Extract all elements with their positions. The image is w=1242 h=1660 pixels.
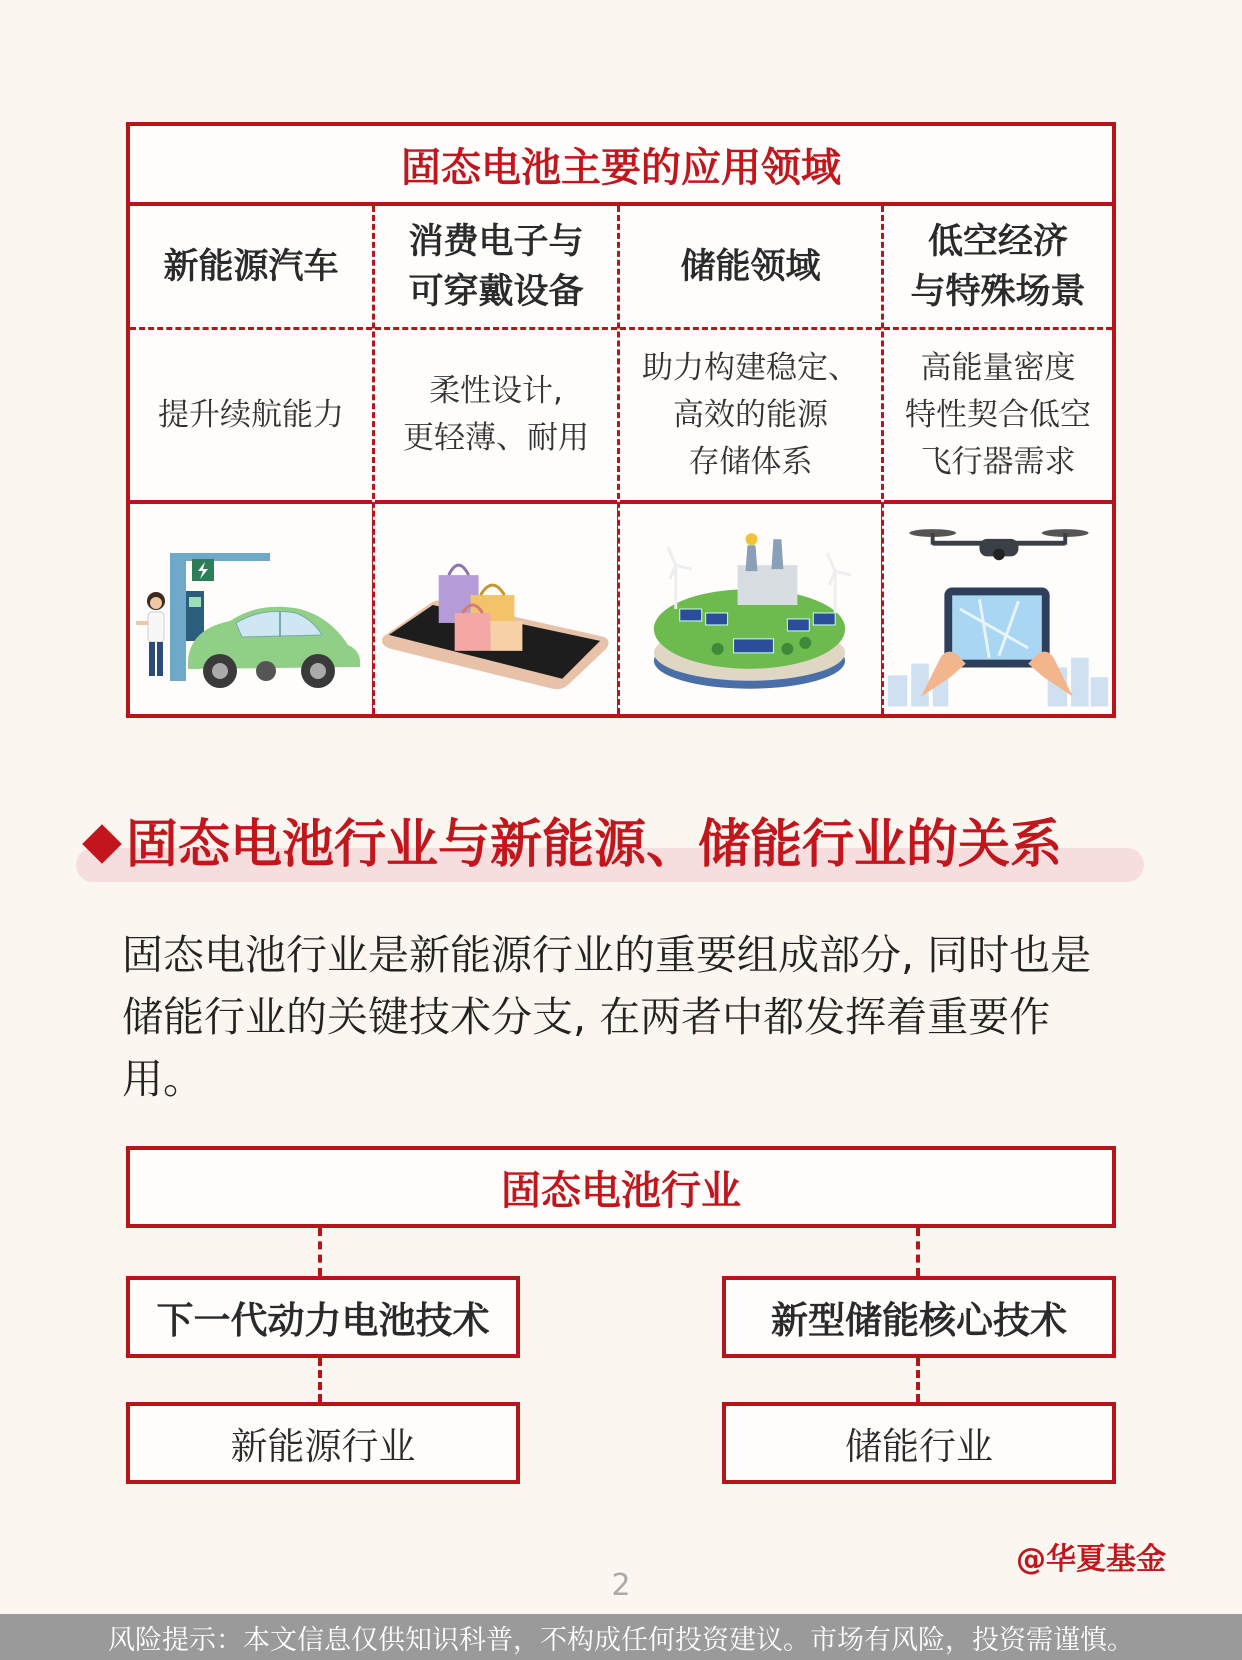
connector-line	[916, 1358, 920, 1402]
connector-line	[318, 1228, 322, 1276]
section-header	[76, 808, 1144, 875]
column-desc: 高能量密度 特性契合低空 飞行器需求	[884, 330, 1112, 504]
column-consumer-electronics	[372, 206, 617, 714]
smartphone-shopping-icon	[372, 504, 617, 714]
column-desc: 柔性设计, 更轻薄、耐用	[375, 330, 617, 504]
column-ev	[130, 206, 372, 714]
connector-line	[916, 1228, 920, 1276]
drone-icon	[881, 504, 1112, 714]
risk-disclaimer: 风险提示：本文信息仅供知识科普，不构成任何投资建议。市场有风险，投资需谨慎。	[0, 1614, 1242, 1660]
diagram-left-bottom-box: 新能源行业	[126, 1402, 520, 1484]
connector-line	[318, 1358, 322, 1402]
brand-label: @华夏基金	[1016, 1542, 1166, 1577]
column-head: 低空经济 与特殊场景	[884, 206, 1112, 330]
page-number: 2	[611, 1568, 631, 1603]
column-head: 新能源汽车	[130, 206, 372, 330]
energy-storage-icon	[617, 504, 881, 714]
column-energy-storage	[617, 206, 881, 714]
ev-charging-icon	[130, 504, 372, 714]
application-table	[126, 122, 1116, 718]
column-head: 消费电子与 可穿戴设备	[375, 206, 617, 330]
diagram-left-mid-box: 下一代动力电池技术	[126, 1276, 520, 1358]
column-head: 储能领域	[620, 206, 881, 330]
section-title: 固态电池行业与新能源、储能行业的关系	[126, 815, 1063, 875]
column-desc: 提升续航能力	[130, 330, 372, 504]
diagram-right-mid-box: 新型储能核心技术	[722, 1276, 1116, 1358]
diagram-root-box: 固态电池行业	[126, 1146, 1116, 1228]
column-desc: 助力构建稳定、 高效的能源 存储体系	[620, 330, 881, 504]
column-low-altitude	[881, 206, 1112, 714]
application-table-title: 固态电池主要的应用领域	[130, 126, 1112, 206]
intro-paragraph: 固态电池行业是新能源行业的重要组成部分, 同时也是储能行业的关键技术分支, 在两者中都发挥着重要作用。	[122, 931, 1092, 1103]
application-columns	[130, 206, 1112, 714]
diagram-right-bottom-box: 储能行业	[722, 1402, 1116, 1484]
